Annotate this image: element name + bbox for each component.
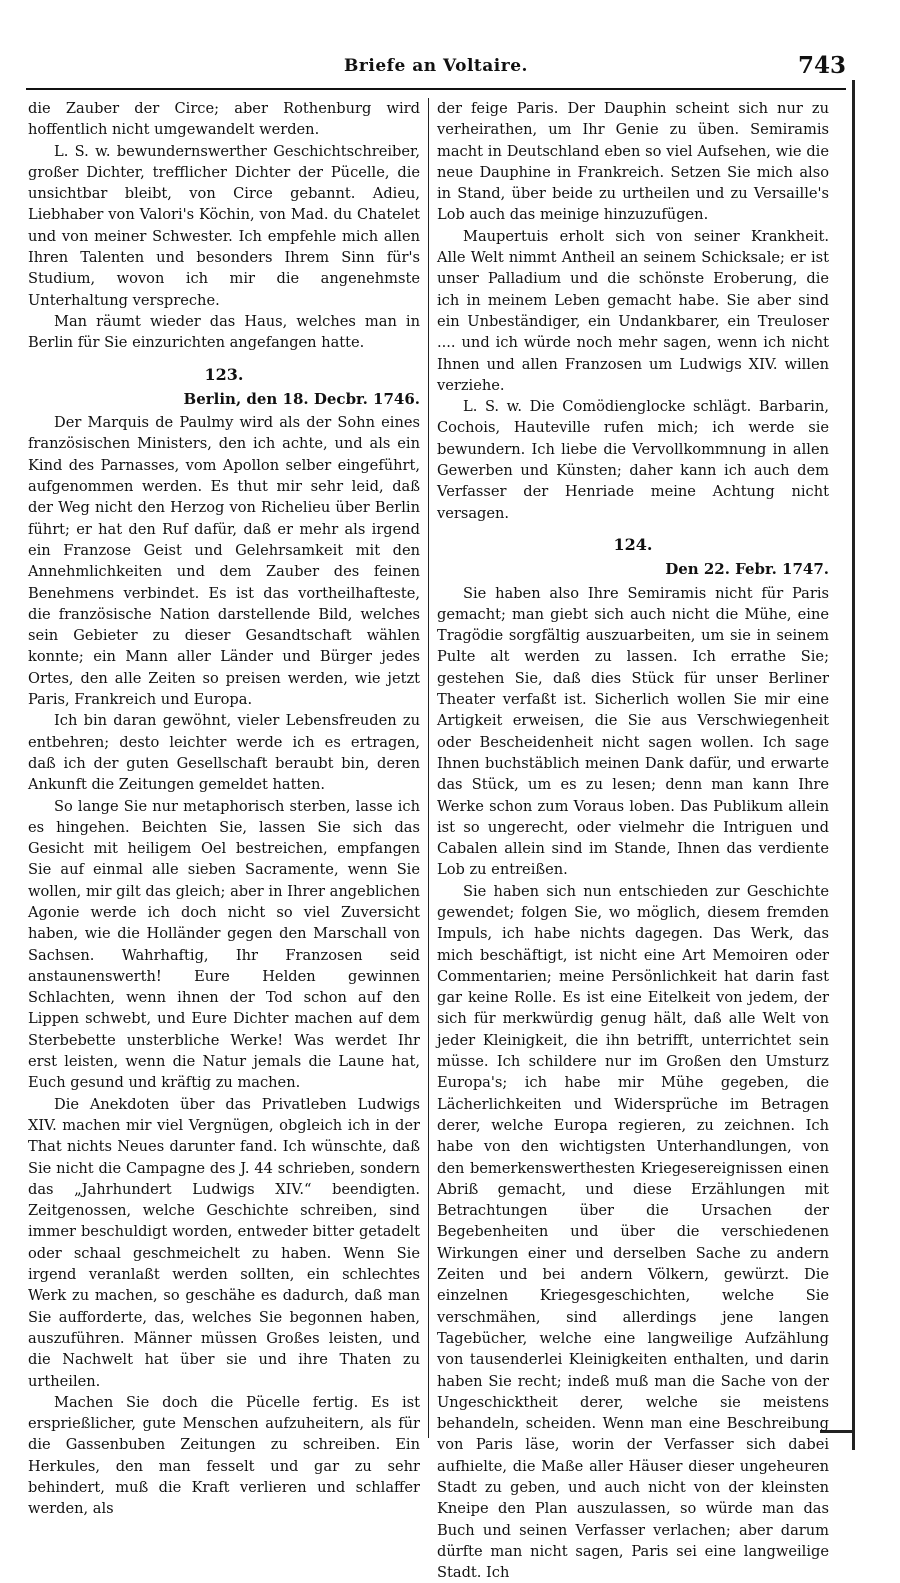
paragraph: die Zauber der Circe; aber Rothenburg wird hoffentlich nicht umgewandelt werden. xyxy=(28,100,420,139)
paragraph: Die Anekdoten über das Privatleben Ludwigs XIV. machen mir viel Vergnügen, obgleich ich in der That nichts Neues darunter fand. Ich wünschte, daß Sie nicht die Campagne des J. 44 schrieben, sondern das „Jahrhundert Ludwigs XIV.“ beendigten. Zeitgenossen, welche Geschichte schreiben, sind immer beschuldigt worden, entweder bitter getadelt oder schaal geschmeichelt zu haben. Wenn Sie irgend veranlaßt werden sollten, ein schlechtes Werk zu machen, so geschähe es dadurch, daß man Sie aufforderte, das, welches Sie begonnen haben, auszuführen. Männer müssen Großes leisten, und die Nachwelt hat über sie und ihre Thaten zu urtheilen. xyxy=(28,1095,420,1390)
paragraph: L. S. w. bewundernswerther Geschichtschreiber, großer Dichter, trefflicher Dichter der Pücelle, die unsichtbar bleibt, von Circe gebannt. Adieu, Liebhaber von Valori's Köchin, von Mad. du Chatelet und von meiner Schwester. Ich empfehle mich allen Ihren Talenten und besonders Ihrem Sinn für's Studium, wovon ich mir die angenehmste Unterhaltung verspreche. xyxy=(28,142,420,309)
running-title: Briefe an Voltaire. xyxy=(344,56,528,76)
paragraph: Ich bin daran gewöhnt, vieler Lebensfreuden zu entbehren; desto leichter werde ich es ertragen, daß ich der guten Gesellschaft beraubt bin, deren Ankunft die Zeitungen gemeldet hatten. xyxy=(28,712,420,794)
paragraph: So lange Sie nur metaphorisch sterben, lasse ich es hingehen. Beichten Sie, lassen Sie sich das Gesicht mit heiligem Oel bestreichen, empfangen Sie auf einmal alle sieben Sacramente, wenn Sie wollen, mir gilt das gleich; aber in Ihrer angeblichen Agonie werde ich doch nicht so viel Zuversicht haben, wie die Holländer gegen den Marschall von Sachsen. Wahrhaftig, Ihr Franzosen seid anstaunenswerth! Eure Helden gewinnen Schlachten, wenn ihnen der Tod schon auf den Lippen schwebt, und Eure Dichter machen auf dem Sterbebette unsterbliche Werke! Was werdet Ihr erst leisten, wenn die Natur jemals die Laune hat, Euch gesund und kräftig zu machen. xyxy=(28,797,420,1092)
paragraph: Maupertuis erholt sich von seiner Krankheit. Alle Welt nimmt Antheil an seinem Schicksale; er ist unser Palladium und die schönste Eroberung, die ich in meinem Leben gemacht habe. Sie aber sind ein Unbeständiger, ein Undankbarer, ein Treuloser .... und ich würde noch mehr sagen, wenn ich nicht Ihnen und allen Franzosen um Ludwigs XIV. willen verziehe. xyxy=(437,227,829,394)
paragraph: Sie haben sich nun entschieden zur Geschichte gewendet; folgen Sie, wo möglich, diesem fremden Impuls, ich habe nichts dagegen. Das Werk, das mich beschäftigt, ist nicht eine Art Memoiren oder Commentarien; meine Persönlichkeit hat darin fast gar keine Rolle. Es ist eine Eitelkeit von jedem, der sich für merkwürdig genug hält, daß alle Welt von jeder Kleinigkeit, die ihn betrifft, unterrichtet sein müsse. Ich schildere nur im Großen den Umsturz Europa's; ich habe mir Mühe gegeben, die Lächerlichkeiten und Widersprüche im Betragen derer, welche Europa regieren, zu zeichnen. Ich habe von den wichtigsten Unterhandlungen, von den bemerkenswerthesten Kriegesereignissen einen Abriß gemacht, und diese Erzählungen mit Betrachtungen über die Ursachen der Begebenheiten und über die verschiedenen Wirkungen einer und derselben Sache zu andern Zeiten und bei andern Völkern, gewürzt. Die einzelnen Kriegesgeschichten, welche Sie verschmähen, sind allerdings jene langen Tagebücher, welche eine langweilige Aufzählung von tausenderlei Kleinigkeiten enthalten, und darin haben Sie recht; indeß muß man die Sache von der Ungeschicktheit derer, welche sie meistens behandeln, scheiden. Wenn man eine Beschreibung von Paris läse, worin der Verfasser sich dabei aufhielte, die Maße aller Häuser dieser ungeheuren Stadt zu geben, und auch nicht von der kleinsten Kneipe den Plan auszulassen, so würde man das Buch und seinen Verfasser verlachen; aber darum dürfte man nicht sagen, Paris sei eine langweilige Stadt. Ich xyxy=(437,882,829,1582)
paragraph: Sie haben also Ihre Semiramis nicht für Paris gemacht; man giebt sich auch nicht die Mühe, eine Tragödie sorgfältig auszuarbeiten, um sie in seinem Pulte alt werden zu lassen. Ich errathe Sie; gestehen Sie, daß dies Stück für unser Berliner Theater verfaßt ist. Sicherlich wollen Sie mir eine Artigkeit erweisen, die Sie aus Verschwiegenheit oder Bescheidenheit nicht sagen wollen. Ich sage Ihnen buchstäblich meinen Dank dafür, und erwarte das Stück, um es zu lesen; denn man kann Ihre Werke schon zum Voraus loben. Das Publikum allein ist so ungerecht, oder vielmehr die Intriguen und Cabalen allein sind im Stande, Ihnen das verdiente Lob zu entreißen. xyxy=(437,584,829,879)
right-column xyxy=(437,98,829,1583)
letter-dateline: Den 22. Febr. 1747. xyxy=(665,560,829,579)
letter-number: 123. xyxy=(204,364,244,384)
letter-number: 124. xyxy=(613,534,653,554)
paragraph: Man räumt wieder das Haus, welches man in Berlin für Sie einzurichten angefangen hatte. xyxy=(28,312,420,352)
page-header xyxy=(26,50,846,90)
paragraph: Der Marquis de Paulmy wird als der Sohn eines französischen Ministers, den ich achte, und als ein Kind des Parnasses, vom Apollon selber eingeführt, aufgenommen werden. Es thut mir sehr leid, daß der Weg nicht den Herzog von Richelieu über Berlin führt; er hat den Ruf dafür, daß er mehr als irgend ein Franzose Geist und Gelehrsamkeit mit den Annehmlichkeiten und dem Zauber des feinen Benehmens verbindet. Es ist das vortheilhafteste, die französische Nation darstellende Bild, welches sein Gebieter zu dieser Gesandtschaft wählen konnte; ein Mann aller Länder und Bürger jedes Ortes, den alle Zeiten so preisen werden, wie jetzt Paris, Frankreich und Europa. xyxy=(28,414,420,709)
header-rule xyxy=(26,88,846,90)
column-divider xyxy=(428,98,429,1438)
page-edge-line xyxy=(852,80,855,1450)
paragraph: der feige Paris. Der Dauphin scheint sich nur zu verheirathen, um Ihr Genie zu üben. Semiramis macht in Deutschland eben so viel Aufsehen, wie die neue Dauphine in Frankreich. Setzen Sie mich also in Stand, über beide zu urtheilen und zu Versaille's Lob auch das meinige hinzuzufügen. xyxy=(437,100,829,224)
paragraph: L. S. w. Die Comödienglocke schlägt. Barbarin, Cochois, Hauteville rufen mich; ich werde sie bewundern. Ich liebe die Vervollkommnung in allen Gewerben und Künsten; daher kann ich auch dem Verfasser der Henriade meine Achtung nicht versagen. xyxy=(437,398,829,522)
letter-dateline: Berlin, den 18. Decbr. 1746. xyxy=(183,389,420,408)
page-number: 743 xyxy=(797,52,846,79)
paragraph: Machen Sie doch die Pücelle fertig. Es ist ersprießlicher, gute Menschen aufzuheitern, als für die Gassenbuben Zeitungen zu schreiben. Ein Herkules, den man fesselt und gar zu sehr behindert, muß die Kraft verlieren und schlaffer werden, als xyxy=(28,1393,420,1518)
left-column xyxy=(28,98,420,1520)
